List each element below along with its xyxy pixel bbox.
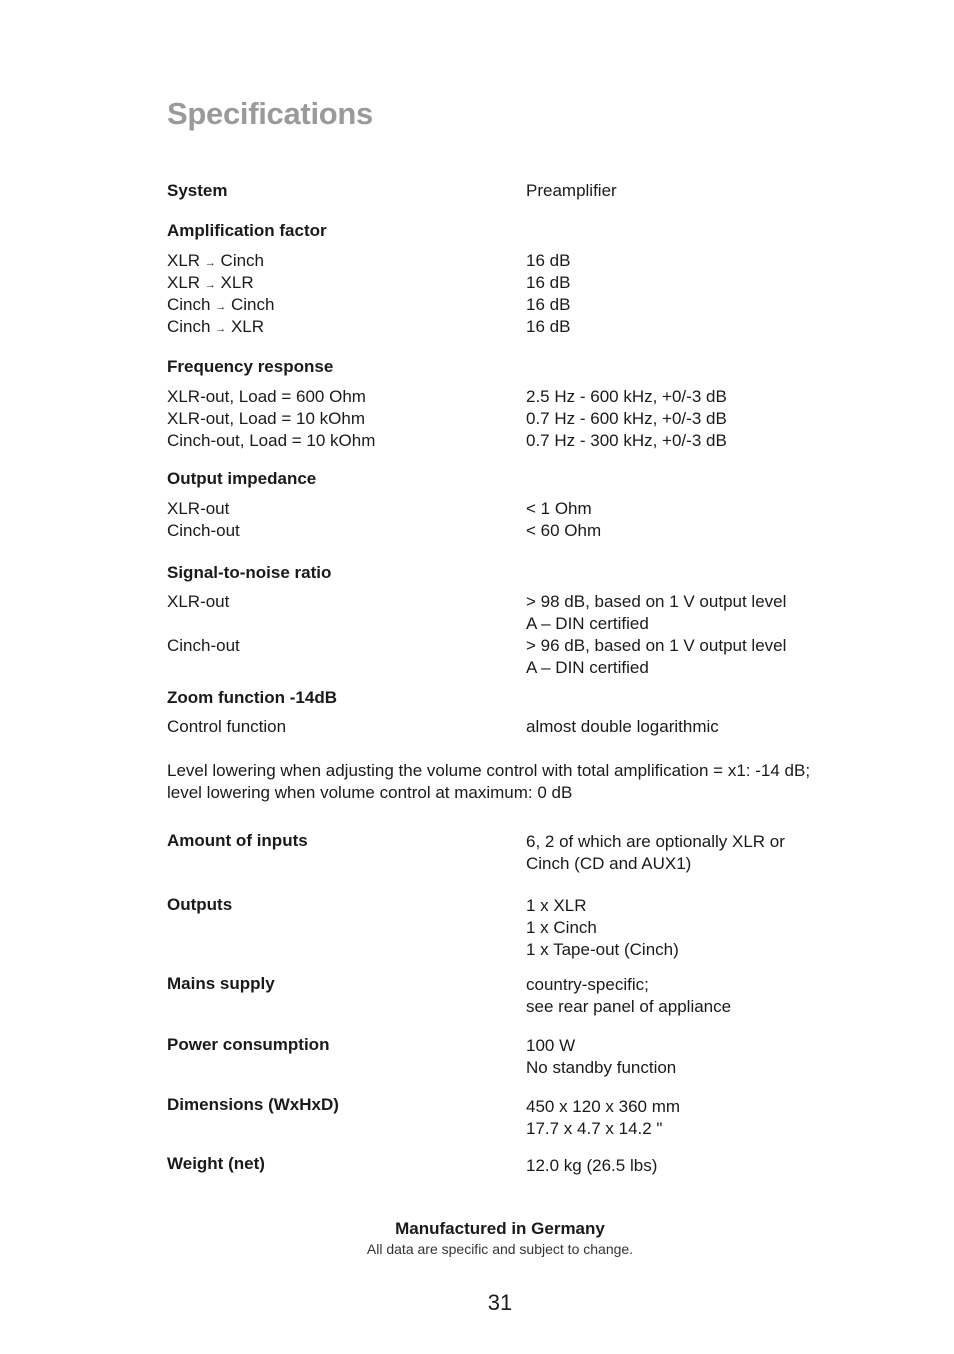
inputs-value: Cinch (CD and AUX1) [526, 854, 692, 873]
impedance-row-value: < 60 Ohm [526, 521, 602, 540]
mains-label: Mains supply [167, 974, 275, 993]
snr-row-certification: A – DIN certified [526, 614, 649, 633]
amplification-to: Cinch [220, 251, 265, 270]
disclaimer: All data are specific and subject to change. [366, 1241, 634, 1257]
snr-row-certification: A – DIN certified [526, 658, 649, 677]
amplification-row-label [167, 272, 254, 296]
zoom-note-line: level lowering when volume control at maximum: 0 dB [167, 783, 573, 802]
amplification-row-label [167, 316, 264, 340]
amplification-row-value: 16 dB [526, 251, 571, 270]
impedance-row-value: < 1 Ohm [526, 499, 592, 518]
power-value: 100 W [526, 1036, 576, 1055]
inputs-label: Amount of inputs [167, 831, 308, 850]
mains-value: country-specific; [526, 975, 649, 994]
inputs-value: 6, 2 of which are optionally XLR or [526, 832, 785, 851]
impedance-row-label: XLR-out [167, 499, 230, 518]
zoom-control-label: Control function [167, 717, 287, 736]
power-label: Power consumption [167, 1035, 330, 1054]
outputs-value: 1 x Tape-out (Cinch) [526, 940, 679, 959]
power-value: No standby function [526, 1058, 677, 1077]
frequency-row-value: 0.7 Hz - 600 kHz, +0/-3 dB [526, 409, 727, 428]
snr-row-value: > 98 dB, based on 1 V output level [526, 592, 787, 611]
amplification-from: Cinch [167, 317, 211, 336]
amplification-row-value: 16 dB [526, 273, 571, 292]
manufactured-note: Manufactured in Germany [395, 1219, 605, 1238]
frequency-row-value: 2.5 Hz - 600 kHz, +0/-3 dB [526, 387, 727, 406]
amplification-row-label [167, 250, 264, 274]
system-value: Preamplifier [526, 181, 617, 200]
outputs-value: 1 x XLR [526, 896, 587, 915]
impedance-row-label: Cinch-out [167, 521, 240, 540]
frequency-row-value: 0.7 Hz - 300 kHz, +0/-3 dB [526, 431, 727, 450]
dimensions-value: 450 x 120 x 360 mm [526, 1097, 681, 1116]
amplification-from: XLR [167, 251, 201, 270]
zoom-control-value: almost double logarithmic [526, 717, 719, 736]
amplification-heading: Amplification factor [167, 221, 327, 240]
zoom-note [167, 760, 867, 804]
frequency-row-label: XLR-out, Load = 600 Ohm [167, 387, 366, 406]
arrow-right-icon: → [204, 279, 216, 291]
arrow-right-icon: → [215, 301, 227, 313]
amplification-from: XLR [167, 273, 201, 292]
zoom-note-line: Level lowering when adjusting the volume control with total amplification = x1: -14 dB; [167, 761, 811, 780]
amplification-from: Cinch [167, 295, 211, 314]
snr-row-value: > 96 dB, based on 1 V output level [526, 636, 787, 655]
frequency-row-label: Cinch-out, Load = 10 kOhm [167, 431, 376, 450]
amplification-to: Cinch [230, 295, 275, 314]
arrow-right-icon: → [215, 323, 227, 335]
amplification-row-value: 16 dB [526, 295, 571, 314]
snr-heading: Signal-to-noise ratio [167, 563, 332, 582]
system-label: System [167, 181, 228, 200]
snr-row-label: Cinch-out [167, 636, 240, 655]
amplification-to: XLR [220, 273, 254, 292]
amplification-to: XLR [230, 317, 265, 336]
impedance-heading: Output impedance [167, 469, 317, 488]
zoom-heading: Zoom function -14dB [167, 688, 337, 707]
weight-value: 12.0 kg (26.5 lbs) [526, 1156, 658, 1175]
arrow-right-icon: → [204, 257, 216, 269]
frequency-heading: Frequency response [167, 357, 334, 376]
weight-label: Weight (net) [167, 1154, 265, 1173]
outputs-label: Outputs [167, 895, 233, 914]
mains-value: see rear panel of appliance [526, 997, 732, 1016]
snr-row-label: XLR-out [167, 592, 230, 611]
page-number: 31 [487, 1290, 513, 1315]
frequency-row-label: XLR-out, Load = 10 kOhm [167, 409, 365, 428]
dimensions-label: Dimensions (WxHxD) [167, 1095, 339, 1114]
outputs-value: 1 x Cinch [526, 918, 597, 937]
amplification-row-label [167, 294, 274, 318]
dimensions-value: 17.7 x 4.7 x 14.2 " [526, 1119, 663, 1138]
page-title: Specifications [167, 96, 373, 131]
amplification-row-value: 16 dB [526, 317, 571, 336]
